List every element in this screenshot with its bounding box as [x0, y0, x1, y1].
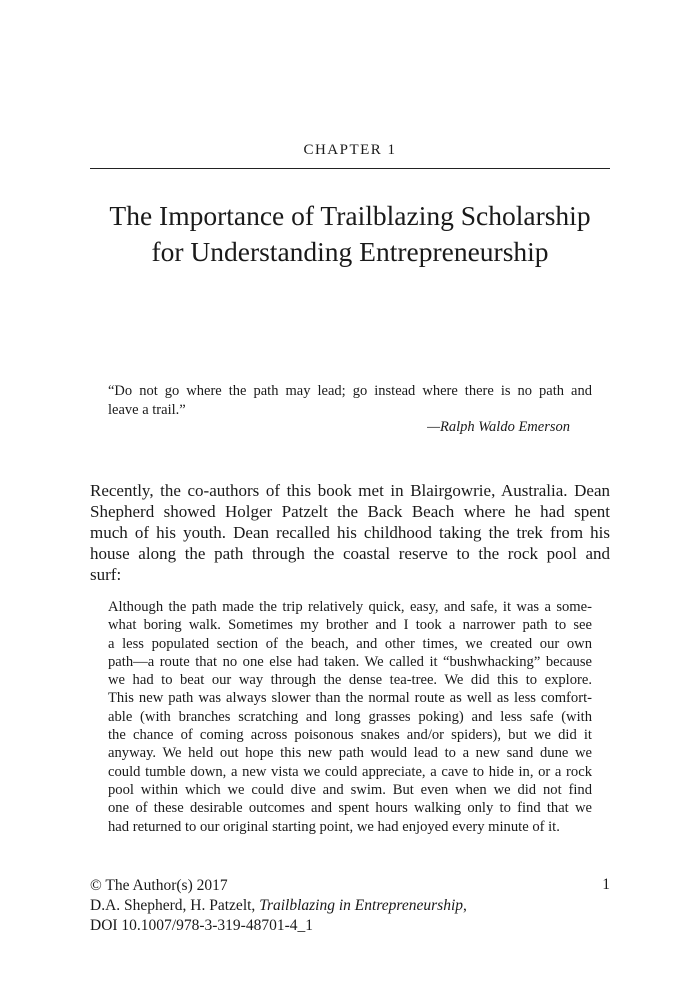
quote-line: path—a route that no one else had taken. We called it “bushwhacking” because: [108, 653, 592, 670]
copyright: © The Author(s) 2017: [90, 877, 228, 894]
body-line: surf:: [90, 565, 122, 584]
body-line: house along the path through the coastal reserve to the rock pool and: [90, 544, 610, 563]
body-line: Recently, the co-authors of this book met in Blairgowrie, Australia. Dean: [90, 481, 610, 500]
quote-line: anyway. We held out hope this new path would lead to a new sand dune we: [108, 745, 592, 762]
page-number: 1: [602, 876, 610, 893]
quote-line: we had to beat our way through the dense tea-tree. We did this to explore.: [108, 672, 592, 689]
divider: [90, 168, 610, 169]
block-quote: [108, 598, 592, 836]
epigraph-line: leave a trail.”: [108, 401, 186, 418]
quote-line: could tumble down, a new vista we could appreciate, a cave to hide in, or a rock: [108, 763, 592, 780]
quote-line: a less populated section of the beach, and other times, we created our own: [108, 635, 592, 652]
quote-line: pool within which we could dive and swim. But even when we did not find: [108, 781, 592, 798]
body-line: Shepherd showed Holger Patzelt the Back Beach where he had spent: [90, 502, 610, 521]
title-line: for Understanding Entrepreneurship: [151, 236, 549, 267]
quote-line: Although the path made the trip relatively quick, easy, and safe, it was a some-: [108, 599, 592, 615]
citation-authors: D.A. Shepherd, H. Patzelt,: [90, 897, 260, 914]
quote-line: the chance of coming across poisonous snakes and/or spiders), but we did it: [108, 727, 592, 744]
body-paragraph: [90, 480, 610, 585]
epigraph-attribution: —Ralph Waldo Emerson: [427, 419, 570, 435]
citation-punct: ,: [463, 897, 467, 914]
chapter-title: [60, 198, 640, 270]
doi: DOI 10.1007/978-3-319-48701-4_1: [90, 917, 314, 934]
quote-line: had returned to our original starting point, we had enjoyed every minute of it.: [108, 818, 560, 835]
quote-line: able (with branches scratching and long grasses poking) and less safe (with: [108, 708, 592, 725]
citation: [90, 896, 610, 916]
title-line: The Importance of Trailblazing Scholarship: [109, 200, 591, 231]
epigraph: [108, 382, 592, 419]
quote-line: This new path was always slower than the normal route as well as less comfort-: [108, 690, 592, 707]
quote-line: one of these desirable outcomes and spent hours walking only to find that we: [108, 800, 592, 817]
quote-line: what boring walk. Sometimes my brother and I took a narrower path to see: [108, 617, 592, 634]
body-line: much of his youth. Dean recalled his childhood taking the trek from his: [90, 523, 610, 542]
chapter-label: CHAPTER 1: [303, 142, 397, 158]
epigraph-line: “Do not go where the path may lead; go instead where there is no path and: [108, 383, 592, 399]
citation-book-title: Trailblazing in Entrepreneurship: [259, 897, 463, 914]
footer: [90, 876, 610, 936]
